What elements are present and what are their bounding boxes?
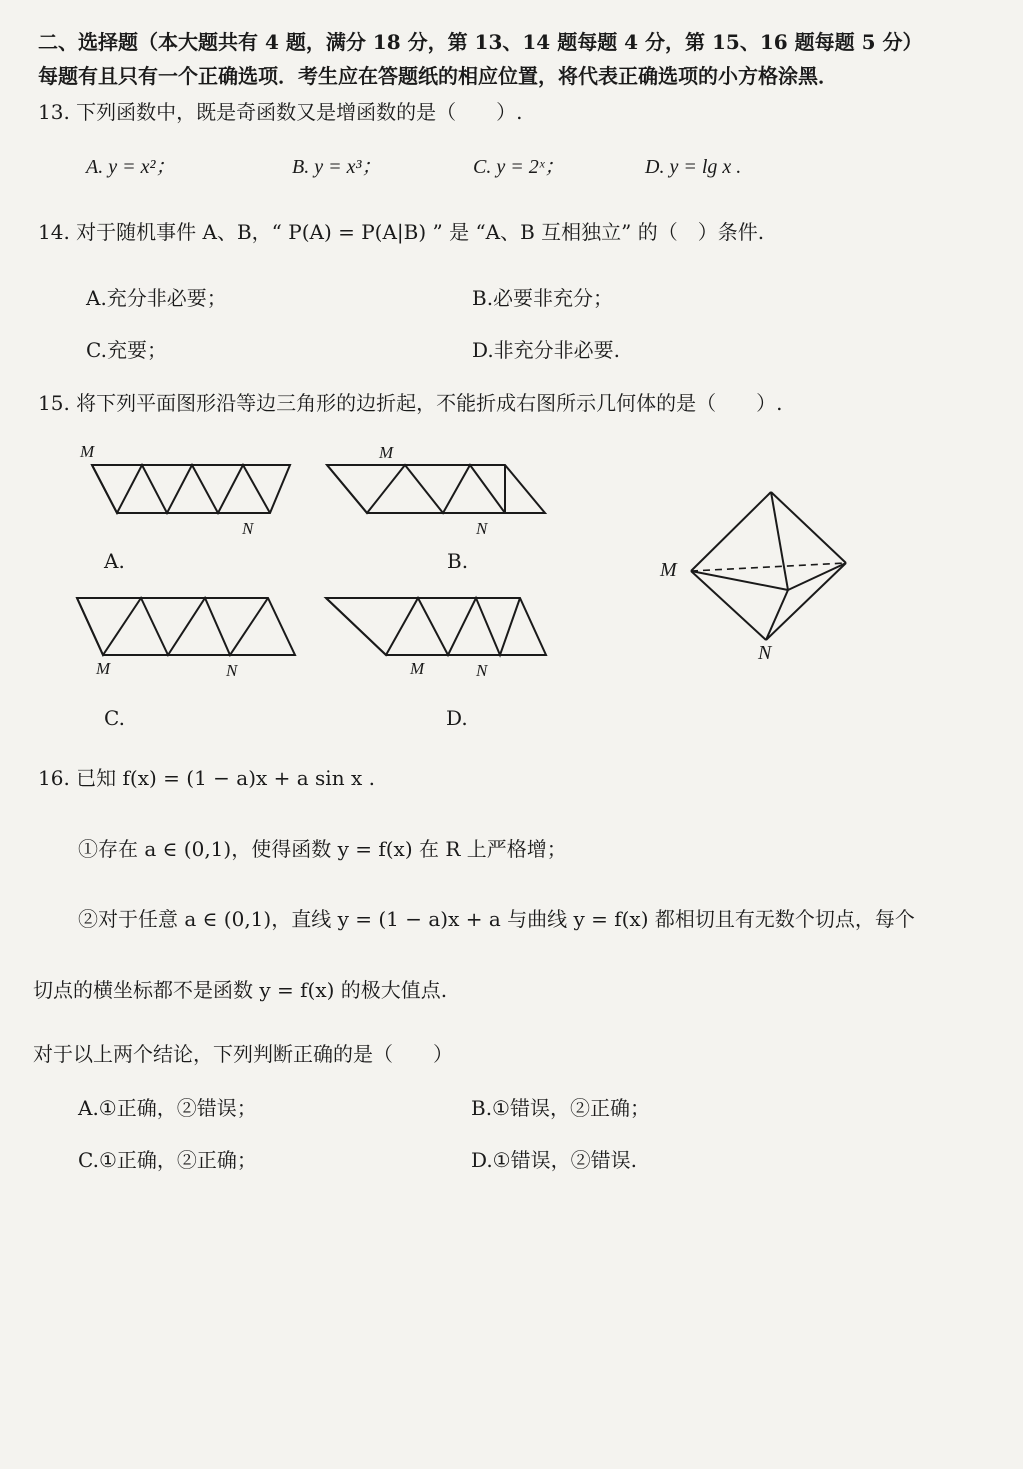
q16-stem: 16. 已知 f(x) = (1 − a)x + a sin x .: [38, 766, 375, 790]
octahedron-label-m: M: [660, 559, 677, 581]
net-d: [326, 598, 546, 655]
q13-option-a: A. y = x²；: [86, 156, 176, 178]
q14-option-d: D.非充分非必要.: [472, 338, 621, 362]
net-c-label-m: M: [96, 659, 111, 678]
q14-stem: 14. 对于随机事件 A、B，“ P(A) = P(A|B) ” 是 “A、B 互相独立” 的（ ）条件.: [38, 220, 765, 244]
net-a: [92, 465, 290, 513]
q14-option-c: C.充要；: [86, 338, 167, 362]
q16-option-b: B.①错误，②正确；: [471, 1096, 650, 1120]
q16-claim-2-line-1: ②对于任意 a ∈ (0,1)，直线 y = (1 − a)x + a 与曲线 y = f(x) 都相切且有无数个切点，每个: [78, 907, 915, 931]
net-a-label-n: N: [242, 519, 254, 538]
section-instruction: 每题有且只有一个正确选项．考生应在答题纸的相应位置，将代表正确选项的小方格涂黑．: [38, 64, 838, 88]
net-c-label-n: N: [226, 661, 238, 680]
net-d-label-n: N: [476, 661, 488, 680]
q15-option-b: B.: [447, 549, 469, 573]
section-heading: 二、选择题（本大题共有 4 题，满分 18 分，第 13、14 题每题 4 分，第 15、16 题每题 5 分）: [38, 30, 923, 54]
q13-option-d: D. y = lg x .: [645, 156, 742, 178]
q16-claim-1: ①存在 a ∈ (0,1)，使得函数 y = f(x) 在 R 上严格增；: [78, 837, 567, 861]
q13-option-c: C. y = 2ˣ；: [473, 156, 565, 178]
q16-option-c: C.①正确，②正确；: [78, 1148, 257, 1172]
q13-option-b: B. y = x³；: [292, 156, 382, 178]
q16-option-a: A.①正确，②错误；: [78, 1096, 257, 1120]
octahedron-label-n: N: [758, 642, 772, 664]
q13-stem: 13. 下列函数中，既是奇函数又是增函数的是（ ）.: [38, 100, 523, 124]
net-a-label-m: M: [80, 442, 95, 461]
net-b-label-m: M: [379, 443, 394, 462]
q14-option-a: A.充分非必要；: [86, 286, 227, 310]
octahedron-figure: [691, 492, 846, 640]
q14-option-b: B.必要非充分；: [472, 286, 614, 310]
net-c: [77, 598, 295, 655]
net-b: [327, 465, 545, 513]
q15-option-d: D.: [446, 706, 468, 730]
net-d-label-m: M: [410, 659, 425, 678]
q16-claim-2-line-2: 切点的横坐标都不是函数 y = f(x) 的极大值点.: [33, 978, 448, 1002]
q15-option-a: A.: [104, 549, 125, 573]
q15-stem: 15. 将下列平面图形沿等边三角形的边折起，不能折成右图所示几何体的是（ ）.: [38, 391, 783, 415]
q16-prompt: 对于以上两个结论，下列判断正确的是（ ）: [33, 1042, 453, 1066]
q15-option-c: C.: [104, 706, 125, 730]
net-b-label-n: N: [476, 519, 488, 538]
q16-option-d: D.①错误，②错误.: [471, 1148, 637, 1172]
